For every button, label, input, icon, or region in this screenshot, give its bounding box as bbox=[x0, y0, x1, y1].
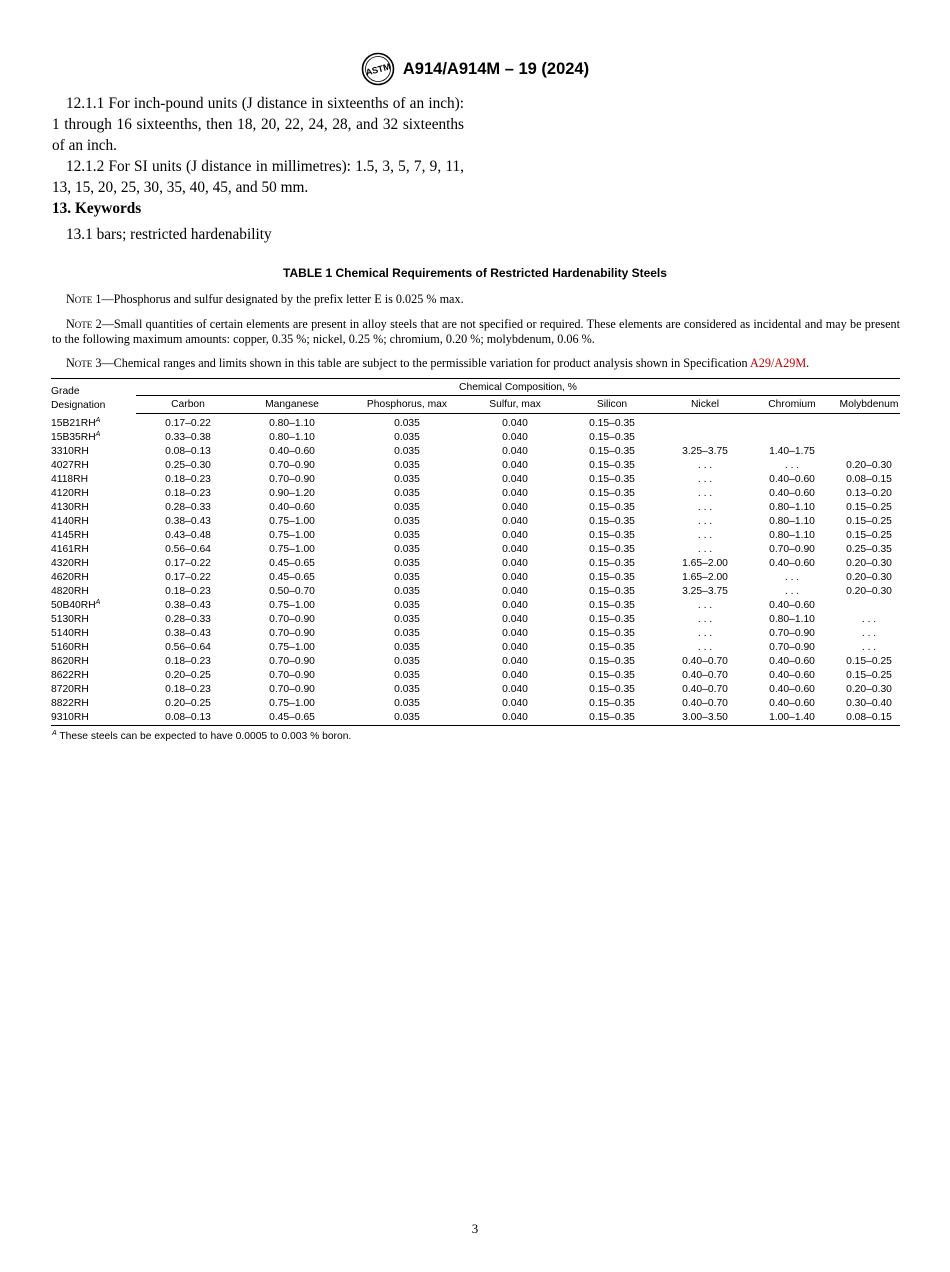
value-cell: 0.035 bbox=[344, 711, 470, 726]
value-cell: 0.040 bbox=[502, 432, 528, 443]
value-cell: 0.45–0.65 bbox=[240, 711, 344, 726]
table-row bbox=[51, 697, 900, 711]
grade-header: Grade Designation bbox=[51, 379, 136, 414]
table-row bbox=[51, 683, 900, 697]
value-cell: 0.18–0.23 bbox=[165, 586, 211, 597]
value-cell: 0.18–0.23 bbox=[165, 488, 211, 499]
grade-cell: 4027RH bbox=[51, 460, 89, 471]
value-cell: 0.040 bbox=[502, 572, 528, 583]
table-row bbox=[51, 571, 900, 585]
value-cell: 0.80–1.10 bbox=[269, 418, 315, 429]
value-cell: . . . bbox=[697, 474, 713, 485]
value-cell: 0.040 bbox=[502, 474, 528, 485]
col-header-chromium: Chromium bbox=[746, 396, 838, 414]
table-row bbox=[51, 613, 900, 627]
table-footnote: $^A$ These steels can be expected to have 0.0005 to 0.003 % boron. bbox=[52, 730, 352, 742]
value-cell: 0.20–0.25 bbox=[165, 698, 211, 709]
value-cell: 0.75–1.00 bbox=[269, 600, 315, 611]
table-row bbox=[51, 515, 900, 529]
value-cell: 0.15–0.25 bbox=[846, 516, 892, 527]
value-cell: 0.18–0.23 bbox=[165, 656, 211, 667]
value-cell: 0.25–0.30 bbox=[165, 460, 211, 471]
value-cell: 0.040 bbox=[502, 460, 528, 471]
grade-cell: 4120RH bbox=[51, 488, 89, 499]
value-cell bbox=[838, 431, 900, 445]
value-cell: 0.75–1.00 bbox=[269, 698, 315, 709]
table-row bbox=[51, 414, 900, 432]
table-row bbox=[51, 669, 900, 683]
value-cell: 0.040 bbox=[502, 544, 528, 555]
value-cell: 0.15–0.35 bbox=[589, 628, 635, 639]
value-cell: 0.08–0.15 bbox=[838, 711, 900, 726]
value-cell: 0.70–0.90 bbox=[269, 628, 315, 639]
keywords-text: 13.1 bars; restricted hardenability bbox=[66, 226, 272, 243]
grade-cell: 8720RH bbox=[51, 684, 89, 695]
value-cell: 0.15–0.35 bbox=[589, 446, 635, 457]
value-cell: . . . bbox=[861, 628, 877, 639]
value-cell: 0.45–0.65 bbox=[269, 572, 315, 583]
value-cell: 0.28–0.33 bbox=[165, 502, 211, 513]
value-cell: 0.035 bbox=[394, 642, 420, 653]
value-cell: 0.035 bbox=[394, 558, 420, 569]
value-cell: 0.15–0.35 bbox=[589, 544, 635, 555]
value-cell: 0.75–1.00 bbox=[269, 530, 315, 541]
value-cell: 0.15–0.35 bbox=[589, 684, 635, 695]
value-cell: 0.15–0.35 bbox=[589, 530, 635, 541]
value-cell: 0.035 bbox=[394, 684, 420, 695]
value-cell bbox=[838, 599, 900, 613]
value-cell: 0.20–0.30 bbox=[846, 460, 892, 471]
value-cell: 1.00–1.40 bbox=[746, 711, 838, 726]
value-cell: 0.040 bbox=[502, 600, 528, 611]
grade-cell: 4130RH bbox=[51, 502, 89, 513]
value-cell: 0.15–0.35 bbox=[589, 586, 635, 597]
astm-logo-text: ASTM bbox=[364, 61, 392, 78]
note-1: Note 1—Phosphorus and sulfur designated by the prefix letter E is 0.025 % max. bbox=[66, 292, 464, 306]
table-row bbox=[51, 431, 900, 445]
value-cell: 0.035 bbox=[394, 586, 420, 597]
value-cell: 1.40–1.75 bbox=[769, 446, 815, 457]
table-row bbox=[51, 627, 900, 641]
grade-cell: 8620RH bbox=[51, 656, 89, 667]
value-cell bbox=[838, 414, 900, 432]
value-cell: 0.08–0.15 bbox=[846, 474, 892, 485]
value-cell: 0.75–1.00 bbox=[269, 642, 315, 653]
value-cell: . . . bbox=[784, 460, 800, 471]
table-row bbox=[51, 543, 900, 557]
grade-cell: 9310RH bbox=[51, 711, 136, 726]
note-2: Note 2—Small quantities of certain elements are present in alloy steels that are not specified or required. These elements are considered as incidental and may be present to the following maximum amounts: copper, 0.35 %; nickel, 0.25 %; chromium, 0.20 %; molybdenum, 0.06 %. bbox=[52, 317, 900, 346]
value-cell: 0.40–0.60 bbox=[769, 488, 815, 499]
value-cell: 0.80–1.10 bbox=[769, 614, 815, 625]
table-row bbox=[51, 655, 900, 669]
table-row bbox=[51, 445, 900, 459]
body-text bbox=[52, 93, 464, 198]
value-cell: 0.18–0.23 bbox=[165, 684, 211, 695]
value-cell: 0.040 bbox=[502, 614, 528, 625]
value-cell: . . . bbox=[697, 600, 713, 611]
grade-cell: 5130RH bbox=[51, 614, 89, 625]
value-cell: 0.28–0.33 bbox=[165, 614, 211, 625]
value-cell: 0.90–1.20 bbox=[269, 488, 315, 499]
table-row bbox=[51, 711, 900, 726]
value-cell: . . . bbox=[697, 516, 713, 527]
table-row bbox=[51, 557, 900, 571]
value-cell: 0.80–1.10 bbox=[769, 530, 815, 541]
grade-cell: 4118RH bbox=[51, 474, 89, 485]
value-cell: 0.40–0.70 bbox=[682, 698, 728, 709]
value-cell: 0.040 bbox=[502, 516, 528, 527]
value-cell: . . . bbox=[697, 460, 713, 471]
col-header-carbon: Carbon bbox=[136, 396, 240, 414]
value-cell: 0.040 bbox=[502, 670, 528, 681]
value-cell: 0.040 bbox=[502, 586, 528, 597]
value-cell: 0.33–0.38 bbox=[165, 432, 211, 443]
value-cell: 0.40–0.60 bbox=[769, 558, 815, 569]
value-cell: 0.15–0.35 bbox=[589, 614, 635, 625]
value-cell: . . . bbox=[861, 614, 877, 625]
value-cell: 0.040 bbox=[502, 418, 528, 429]
value-cell: 0.040 bbox=[502, 698, 528, 709]
value-cell: . . . bbox=[784, 586, 800, 597]
value-cell: 0.15–0.35 bbox=[589, 656, 635, 667]
value-cell: 0.40–0.60 bbox=[269, 446, 315, 457]
spec-link[interactable]: A29/A29M bbox=[749, 356, 807, 370]
value-cell: 0.70–0.90 bbox=[269, 460, 315, 471]
value-cell: 0.15–0.25 bbox=[846, 670, 892, 681]
value-cell: 0.035 bbox=[394, 460, 420, 471]
value-cell: 0.035 bbox=[394, 432, 420, 443]
value-cell: 0.040 bbox=[502, 502, 528, 513]
value-cell: 0.035 bbox=[394, 446, 420, 457]
value-cell: 0.38–0.43 bbox=[165, 600, 211, 611]
value-cell: 0.17–0.22 bbox=[165, 558, 211, 569]
value-cell: 0.70–0.90 bbox=[269, 656, 315, 667]
value-cell: 3.25–3.75 bbox=[682, 586, 728, 597]
value-cell: 0.20–0.30 bbox=[846, 684, 892, 695]
document-title: A914/A914M – 19 (2024) bbox=[402, 59, 590, 78]
value-cell: 0.15–0.35 bbox=[589, 558, 635, 569]
value-cell bbox=[746, 414, 838, 432]
value-cell: 0.70–0.90 bbox=[769, 642, 815, 653]
value-cell: 0.040 bbox=[502, 446, 528, 457]
value-cell: 0.56–0.64 bbox=[165, 642, 211, 653]
note-3: Note 3—Chemical ranges and limits shown in this table are subject to the permissible variation for product analysis shown in Specification A29/A29M. bbox=[66, 356, 810, 370]
grade-cell: 4820RH bbox=[51, 586, 89, 597]
grade-cell: $15B35RH^A$ bbox=[51, 431, 101, 443]
value-cell: 0.15–0.35 bbox=[589, 418, 635, 429]
value-cell: 0.17–0.22 bbox=[165, 572, 211, 583]
value-cell: 0.035 bbox=[394, 698, 420, 709]
value-cell: . . . bbox=[697, 544, 713, 555]
value-cell: 3.25–3.75 bbox=[682, 446, 728, 457]
value-cell: 0.040 bbox=[502, 628, 528, 639]
table-notes bbox=[52, 292, 900, 371]
value-cell: 0.20–0.30 bbox=[846, 586, 892, 597]
value-cell: 0.040 bbox=[502, 488, 528, 499]
composition-group-header: Chemical Composition, % bbox=[136, 379, 900, 396]
chemical-requirements-table bbox=[51, 378, 900, 726]
value-cell: 0.15–0.35 bbox=[589, 600, 635, 611]
grade-cell: 8622RH bbox=[51, 670, 89, 681]
table-row bbox=[51, 641, 900, 655]
value-cell: 0.40–0.60 bbox=[769, 474, 815, 485]
value-cell: . . . bbox=[697, 488, 713, 499]
value-cell: 0.08–0.13 bbox=[165, 446, 211, 457]
value-cell: . . . bbox=[697, 628, 713, 639]
grade-cell: 4620RH bbox=[51, 572, 89, 583]
value-cell: . . . bbox=[697, 530, 713, 541]
value-cell: 0.040 bbox=[502, 558, 528, 569]
grade-cell: 4161RH bbox=[51, 544, 89, 555]
grade-cell: 8822RH bbox=[51, 698, 89, 709]
value-cell: 0.38–0.43 bbox=[165, 516, 211, 527]
grade-cell: 4140RH bbox=[51, 516, 89, 527]
value-cell: 0.80–1.10 bbox=[769, 502, 815, 513]
value-cell: . . . bbox=[861, 642, 877, 653]
col-header-molybdenum: Molybdenum bbox=[838, 396, 900, 414]
value-cell: 0.40–0.70 bbox=[682, 656, 728, 667]
value-cell: 1.65–2.00 bbox=[682, 558, 728, 569]
value-cell: 0.035 bbox=[394, 656, 420, 667]
value-cell: 0.15–0.35 bbox=[589, 698, 635, 709]
grade-cell: 5160RH bbox=[51, 642, 89, 653]
value-cell: 0.15–0.35 bbox=[589, 502, 635, 513]
value-cell: 0.70–0.90 bbox=[769, 628, 815, 639]
value-cell: 0.40–0.60 bbox=[769, 600, 815, 611]
value-cell: 0.15–0.35 bbox=[589, 432, 635, 443]
value-cell: 0.40–0.60 bbox=[769, 698, 815, 709]
value-cell: 0.15–0.25 bbox=[846, 656, 892, 667]
value-cell: 3.00–3.50 bbox=[664, 711, 746, 726]
value-cell bbox=[664, 431, 746, 445]
table-row bbox=[51, 529, 900, 543]
value-cell: 0.040 bbox=[502, 684, 528, 695]
value-cell: 0.70–0.90 bbox=[269, 614, 315, 625]
value-cell: 0.40–0.60 bbox=[769, 656, 815, 667]
value-cell: 0.20–0.25 bbox=[165, 670, 211, 681]
value-cell: 0.40–0.60 bbox=[769, 670, 815, 681]
value-cell: 1.65–2.00 bbox=[682, 572, 728, 583]
value-cell: 0.040 bbox=[502, 642, 528, 653]
col-header-silicon: Silicon bbox=[560, 396, 664, 414]
value-cell: 0.035 bbox=[394, 474, 420, 485]
value-cell: 0.035 bbox=[394, 600, 420, 611]
value-cell: 0.70–0.90 bbox=[269, 474, 315, 485]
value-cell bbox=[838, 445, 900, 459]
value-cell: 0.15–0.35 bbox=[589, 516, 635, 527]
value-cell: 0.15–0.35 bbox=[589, 670, 635, 681]
value-cell: 0.15–0.35 bbox=[560, 711, 664, 726]
value-cell: 0.80–1.10 bbox=[769, 516, 815, 527]
value-cell: 0.035 bbox=[394, 572, 420, 583]
value-cell: 0.40–0.60 bbox=[769, 684, 815, 695]
column-header-row bbox=[51, 396, 900, 414]
value-cell: 0.75–1.00 bbox=[269, 544, 315, 555]
grade-cell: 5140RH bbox=[51, 628, 89, 639]
grade-cell: $15B21RH^A$ bbox=[51, 416, 101, 429]
value-cell: 0.40–0.70 bbox=[682, 670, 728, 681]
grade-cell: 4145RH bbox=[51, 530, 89, 541]
table-row bbox=[51, 501, 900, 515]
value-cell: . . . bbox=[697, 642, 713, 653]
value-cell: 0.30–0.40 bbox=[846, 698, 892, 709]
value-cell: 0.45–0.65 bbox=[269, 558, 315, 569]
page-header bbox=[0, 52, 950, 86]
col-header-sulfur: Sulfur, max bbox=[470, 396, 560, 414]
value-cell: 0.50–0.70 bbox=[269, 586, 315, 597]
paragraph-12-1-1: 12.1.1 For inch-pound units (J distance in sixteenths of an inch): 1 through 16 sixteenths, then 18, 20, 22, 24, 28, and 32 sixteenths of an inch. bbox=[52, 95, 464, 154]
col-header-phosphorus: Phosphorus, max bbox=[344, 396, 470, 414]
col-header-nickel: Nickel bbox=[664, 396, 746, 414]
value-cell: 0.035 bbox=[394, 614, 420, 625]
value-cell: 0.38–0.43 bbox=[165, 628, 211, 639]
table-row bbox=[51, 459, 900, 473]
value-cell: 0.035 bbox=[394, 502, 420, 513]
value-cell: 0.040 bbox=[502, 530, 528, 541]
value-cell: 0.035 bbox=[394, 544, 420, 555]
value-cell: 0.15–0.35 bbox=[589, 474, 635, 485]
value-cell bbox=[746, 431, 838, 445]
value-cell: 0.75–1.00 bbox=[269, 516, 315, 527]
table-row bbox=[51, 487, 900, 501]
value-cell: . . . bbox=[784, 572, 800, 583]
value-cell: 0.70–0.90 bbox=[269, 670, 315, 681]
value-cell: 0.20–0.30 bbox=[846, 572, 892, 583]
value-cell: 0.035 bbox=[394, 418, 420, 429]
value-cell: 0.40–0.60 bbox=[269, 502, 315, 513]
value-cell: 0.035 bbox=[394, 530, 420, 541]
value-cell: 0.40–0.70 bbox=[682, 684, 728, 695]
value-cell: 0.80–1.10 bbox=[269, 432, 315, 443]
page-number: 3 bbox=[471, 1221, 479, 1236]
table-body bbox=[51, 414, 900, 726]
grade-cell: 3310RH bbox=[51, 446, 89, 457]
value-cell: 0.13–0.20 bbox=[846, 488, 892, 499]
table-row bbox=[51, 599, 900, 613]
grade-cell: $50B40RH^A$ bbox=[51, 599, 101, 611]
value-cell: . . . bbox=[697, 502, 713, 513]
col-header-manganese: Manganese bbox=[240, 396, 344, 414]
value-cell: 0.70–0.90 bbox=[769, 544, 815, 555]
value-cell: 0.20–0.30 bbox=[846, 558, 892, 569]
value-cell: 0.15–0.25 bbox=[846, 530, 892, 541]
value-cell: 0.035 bbox=[394, 488, 420, 499]
value-cell: 0.15–0.35 bbox=[589, 460, 635, 471]
table-title: TABLE 1 Chemical Requirements of Restricted Hardenability Steels bbox=[283, 266, 667, 280]
value-cell: 0.15–0.25 bbox=[846, 502, 892, 513]
value-cell: 0.25–0.35 bbox=[846, 544, 892, 555]
value-cell: 0.040 bbox=[502, 656, 528, 667]
value-cell: 0.18–0.23 bbox=[165, 474, 211, 485]
value-cell: 0.15–0.35 bbox=[589, 572, 635, 583]
value-cell: 0.15–0.35 bbox=[589, 642, 635, 653]
value-cell: 0.56–0.64 bbox=[165, 544, 211, 555]
grade-cell: 4320RH bbox=[51, 558, 89, 569]
value-cell: 0.15–0.35 bbox=[589, 488, 635, 499]
astm-logo-icon bbox=[361, 52, 395, 86]
value-cell: . . . bbox=[697, 614, 713, 625]
value-cell: 0.08–0.13 bbox=[136, 711, 240, 726]
section-heading: 13. Keywords bbox=[52, 200, 142, 217]
value-cell: 0.70–0.90 bbox=[269, 684, 315, 695]
value-cell: 0.17–0.22 bbox=[165, 418, 211, 429]
value-cell bbox=[664, 414, 746, 432]
table-row bbox=[51, 585, 900, 599]
paragraph-12-1-2: 12.1.2 For SI units (J distance in millimetres): 1.5, 3, 5, 7, 9, 11, 13, 15, 20, 25, 30, 35, 40, 45, and 50 mm. bbox=[52, 158, 464, 196]
value-cell: 0.040 bbox=[470, 711, 560, 726]
table-row bbox=[51, 473, 900, 487]
value-cell: 0.035 bbox=[394, 628, 420, 639]
value-cell: 0.035 bbox=[394, 670, 420, 681]
value-cell: 0.43–0.48 bbox=[165, 530, 211, 541]
value-cell: 0.035 bbox=[394, 516, 420, 527]
